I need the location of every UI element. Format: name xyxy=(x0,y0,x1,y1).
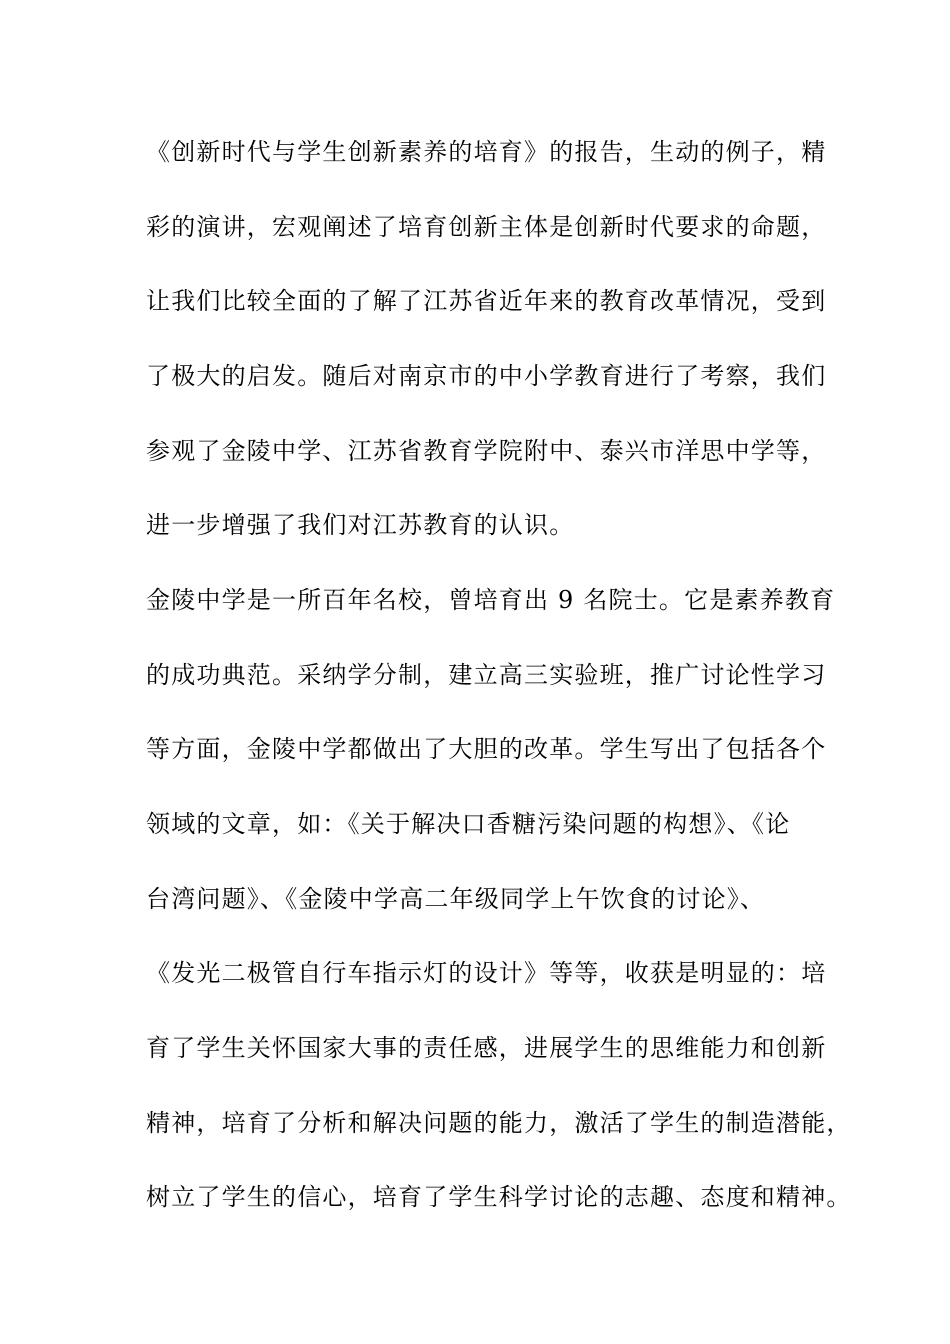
text-line: 精神，培育了分析和解决问题的能力，激活了学生的制造潜能， xyxy=(146,1109,852,1137)
text-line: 《发光二极管自行车指示灯的设计》等等，收获是明显的：培 xyxy=(146,959,827,987)
text-line: 《创新时代与学生创新素养的培育》的报告，生动的例子，精 xyxy=(146,138,827,166)
text-line: 领域的文章，如：《关于解决口香糖污染问题的构想》、《论 xyxy=(146,810,791,838)
text-line: 的成功典范。采纳学分制，建立高三实验班，推广讨论性学习 xyxy=(146,661,827,689)
text-line: 等方面，金陵中学都做出了大胆的改革。学生写出了包括各个 xyxy=(146,735,827,763)
text-line: 金陵中学是一所百年名校，曾培育出 9 名院士。它是素养教育 xyxy=(146,586,836,614)
text-line: 育了学生关怀国家大事的责任感，进展学生的思维能力和创新 xyxy=(146,1034,827,1062)
text-line: 让我们比较全面的了解了江苏省近年来的教育改革情况，受到 xyxy=(146,287,827,315)
text-line: 台湾问题》、《金陵中学高二年级同学上午饮食的讨论》、 xyxy=(146,885,766,913)
text-line: 彩的演讲，宏观阐述了培育创新主体是创新时代要求的命题， xyxy=(146,213,827,241)
text-line: 了极大的启发。随后对南京市的中小学教育进行了考察，我们 xyxy=(146,362,827,390)
text-line: 参观了金陵中学、江苏省教育学院附中、泰兴市洋思中学等， xyxy=(146,437,827,465)
text-line: 树立了学生的信心，培育了学生科学讨论的志趣、态度和精神。 xyxy=(146,1183,852,1211)
text-line: 进一步增强了我们对江苏教育的认识。 xyxy=(146,511,575,539)
